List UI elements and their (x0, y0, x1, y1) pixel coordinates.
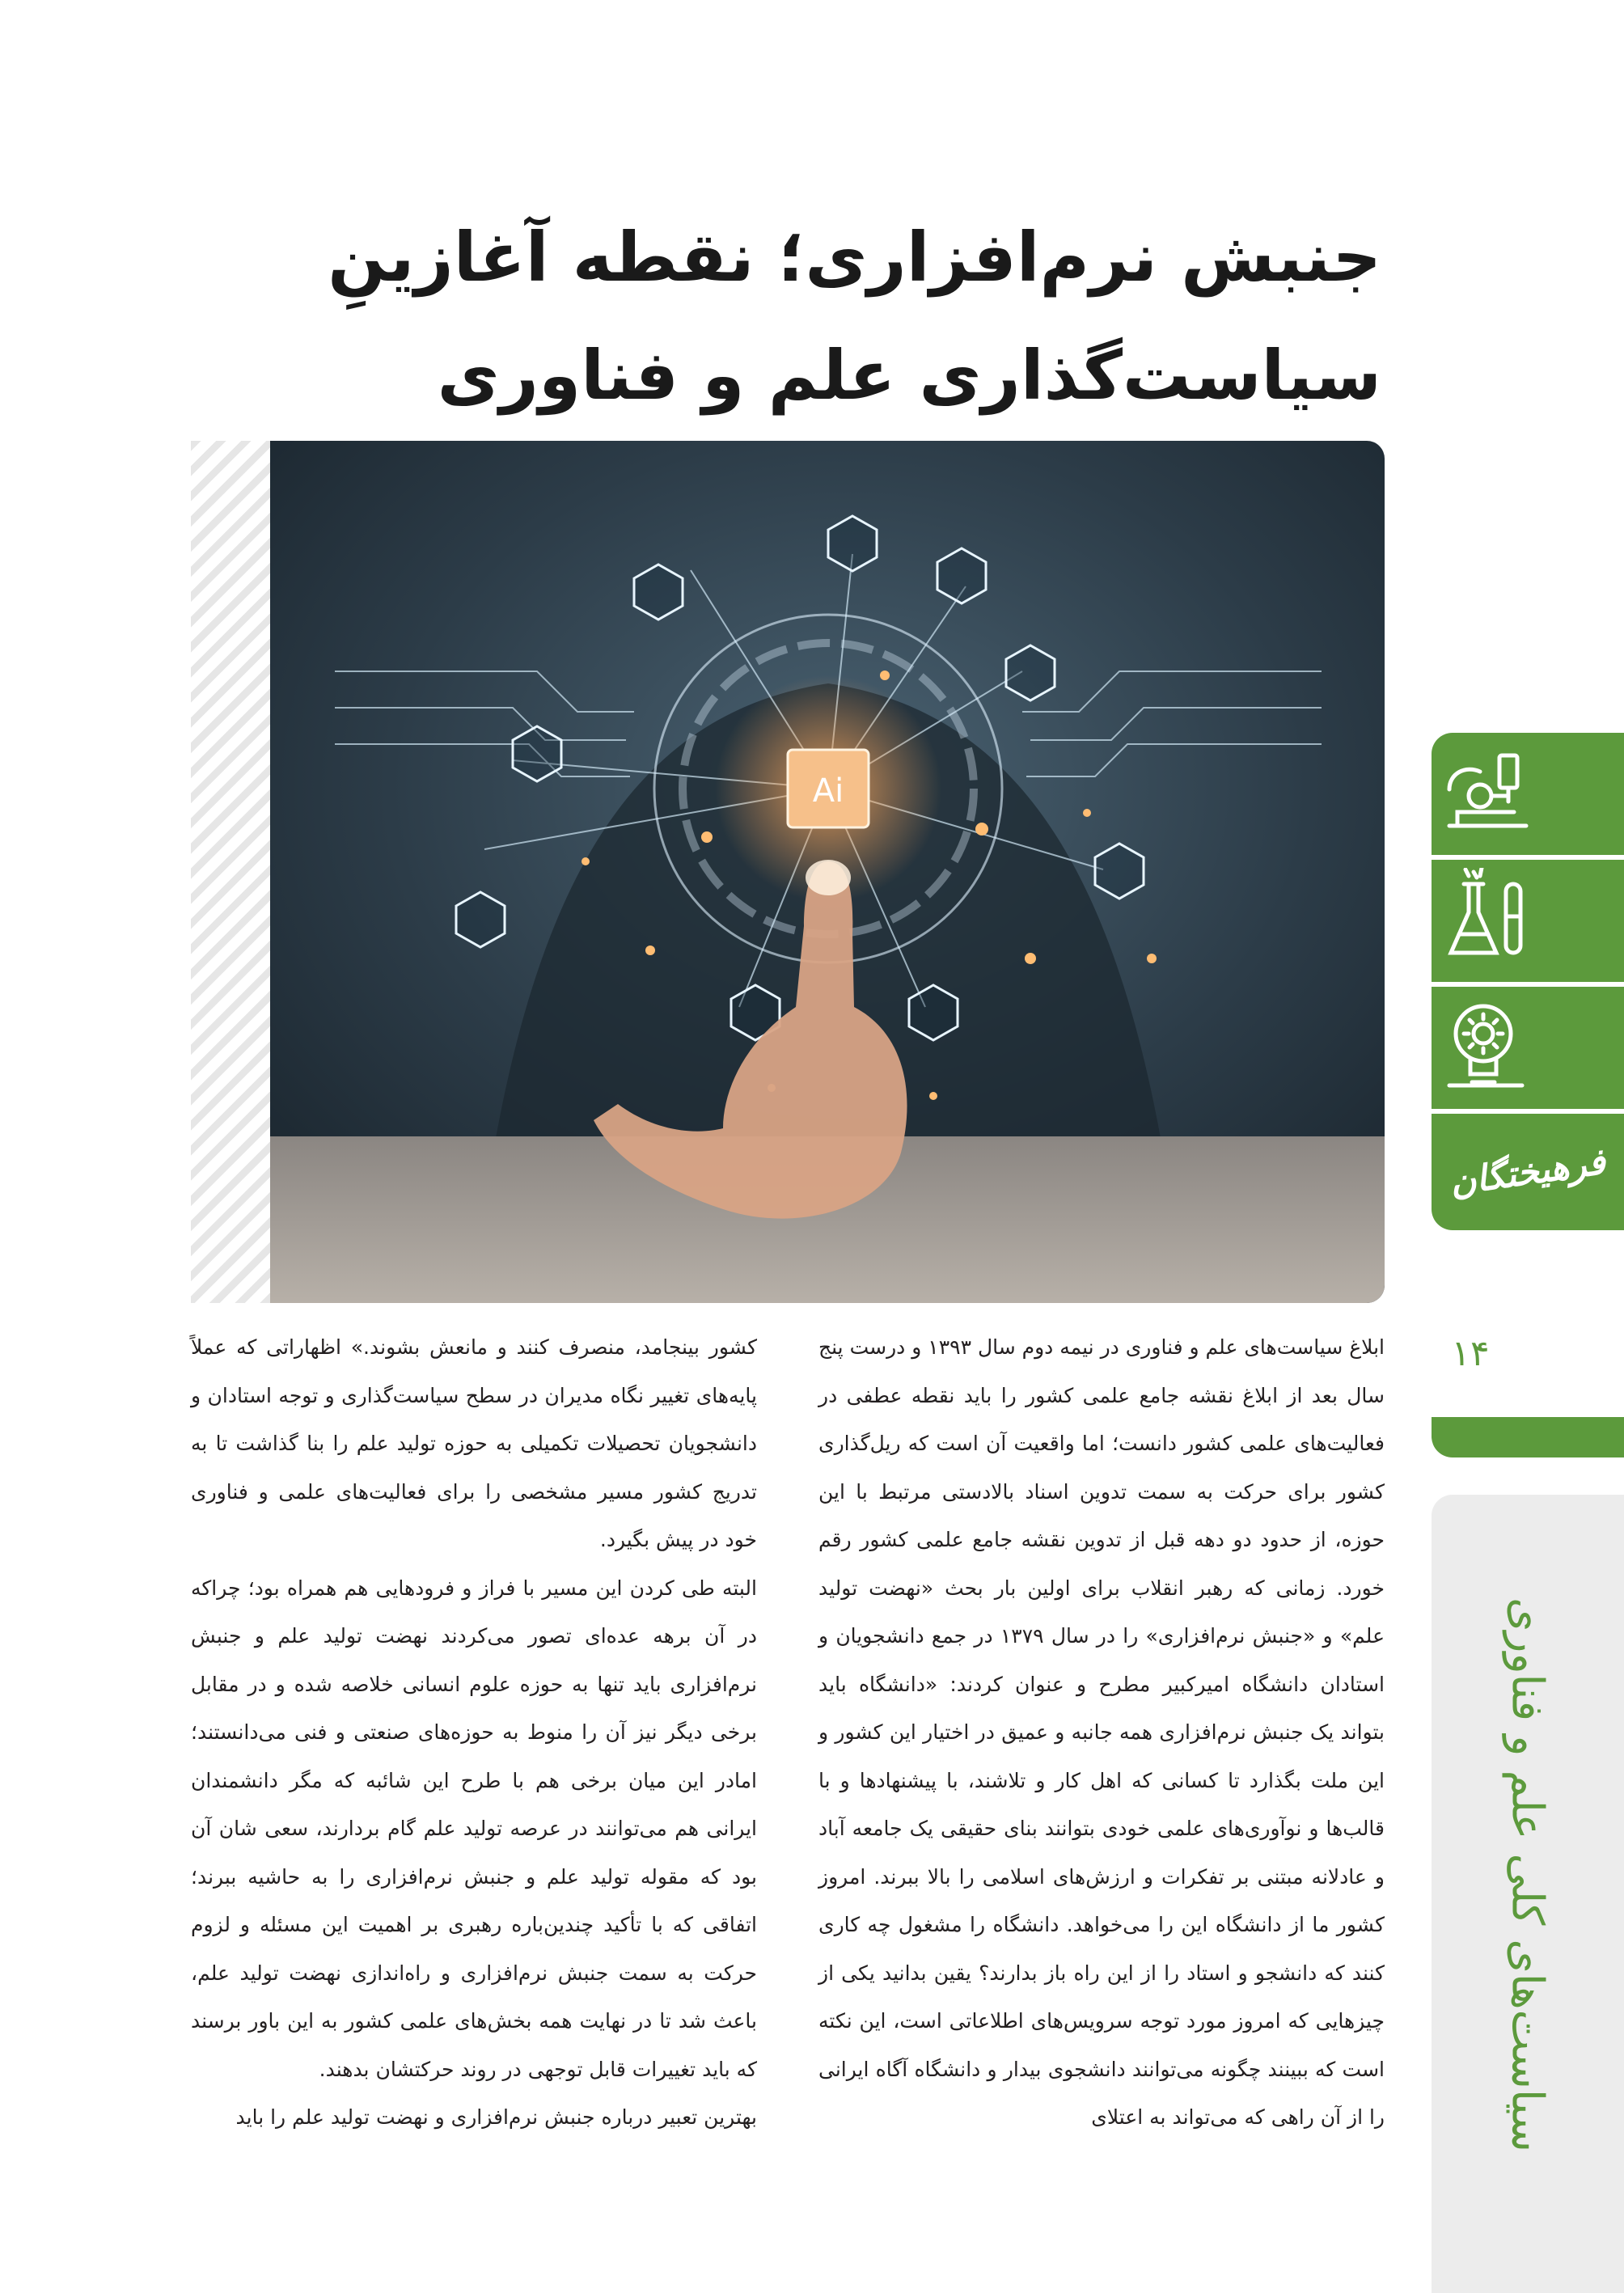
paragraph: کشور بینجامد، منصرف کنند و مانعش بشوند.» اظهاراتی که عملاً پایه‌های تغییر نگاه مدیران در سطح سیاست‌گذاری و توجه استادان و دانشجویان تحصیلات تکمیلی به حوزه تولید علم را بنا گذاشت تا به تدریج کشور مسیر مشخصی را برای فعالیت‌های علمی و فناوری خود در پیش بگیرد. (191, 1335, 757, 1551)
brand-tab (1432, 1114, 1624, 1230)
article-title-line-2: سیاست‌گذاری علم و فناوری (437, 336, 1381, 415)
article-title-line-1: جنبش نرم‌افزاری؛ نقطه آغازینِ (328, 218, 1381, 297)
laptop-icon (634, 565, 683, 620)
cloud-icon (909, 985, 958, 1040)
article-column-left (191, 1323, 757, 2142)
lab-flasks-icon (1441, 868, 1534, 973)
article-column-right (818, 1323, 1385, 2142)
pie-chart-icon (1006, 645, 1055, 700)
bank-icon (937, 548, 986, 603)
lightbulb-gear-icon (1441, 995, 1534, 1100)
checklist-icon (456, 892, 505, 947)
microscope-icon (1441, 741, 1534, 846)
chart-icon (1095, 844, 1144, 899)
tab-science[interactable] (1432, 733, 1624, 855)
page-number-bar (1432, 1417, 1624, 1457)
search-icon (513, 726, 561, 781)
image-hatch-border (191, 441, 270, 1303)
brand-logo: فرهیختگان (1447, 1140, 1609, 1204)
section-tabs (1432, 733, 1624, 1230)
tab-innovation[interactable] (1432, 987, 1624, 1109)
svg-text:Ai: Ai (812, 772, 844, 810)
paragraph: ابلاغ سیاست‌های علم و فناوری در نیمه دوم سال ۱۳۹۳ و درست پنج سال بعد از ابلاغ نقشه جامع علمی کشور را باید نقطه عطفی در فعالیت‌های علمی کشور دانست؛ اما واقعیت آن است که ریل‌گذاری کشور برای حرکت به سمت تدوین اسناد بالادستی مرتبط با این حوزه، از حدود دو دهه قبل از تدوین نقشه جامع علمی کشور رقم خورد. زمانی که رهبر انقلاب برای اولین بار بحث «نهضت تولید علم» و «جنبش نرم‌افزاری» را در سال ۱۳۷۹ در جمع دانشجویان و استادان دانشگاه امیرکبیر مطرح و عنوان کردند: «دانشگاه باید بتواند یک جنبش نرم‌افزاری همه جانبه و عمیق در اختیار این کشور و این ملت بگذارد تا کسانی که اهل کار و تلاشند، با پیشنهادها و با قالب‌ها و نوآوری‌های علمی خودی بتوانند بنای حقیقی یک جامعه آباد و عادلانه مبتنی بر تفکرات و ارزش‌های اسلامی را بالا ببرند. امروز کشور ما از دانشگاه این را می‌خواهد. دانشگاه را مشغول چه کاری کنند که دانشجو و استاد را از این راه باز بدارند؟ یقین بدانید یکی از چیزهایی که امروز مورد توجه سرویس‌های اطلاعاتی است، این نکته است که ببینند چگونه می‌توانند دانشجوی بیدار و دانشگاه آگاه ایرانی را از آن راهی که می‌تواند به اعتلای (818, 1335, 1385, 2129)
hero-image (270, 441, 1385, 1303)
paragraph: بهترین تعبیر درباره جنبش نرم‌افزاری و نهضت تولید علم را باید (235, 2105, 757, 2129)
section-title: سیاست‌های کلی علم و فناوری (1502, 1597, 1554, 2152)
folder-icon (828, 516, 877, 571)
page-number: ۱۴ (1451, 1333, 1490, 1374)
paragraph: البته طی کردن این مسیر با فراز و فرودهایی هم همراه بود؛ چراکه در آن برهه عده‌ای تصور می‌کردند نهضت تولید علم و جنبش نرم‌افزاری باید تنها به حوزه علوم انسانی خلاصه شده و در مقابل برخی دیگر نیز آن را منوط به حوزه‌های صنعتی و فنی می‌دانستند؛ امادر این میان برخی هم با طرح این شائبه که مگر دانشمندان ایرانی هم می‌توانند در عرصه تولید علم گام بردارند، سعی شان آن بود که مقوله تولید علم و جنبش نرم‌افزاری را به حاشیه ببرند؛ اتفاقی که با تأکید چندین‌باره رهبری بر اهمیت این مسئله و لزوم حرکت به سمت جنبش نرم‌افزاری و راه‌اندازی نهضت تولید علم، باعث شد تا در نهایت همه بخش‌های علمی کشور به این باور برسند که باید تغییرات قابل توجهی در روند حرکتشان بدهند. (191, 1576, 757, 2081)
tab-lab[interactable] (1432, 860, 1624, 982)
section-side-panel (1432, 1495, 1624, 2293)
